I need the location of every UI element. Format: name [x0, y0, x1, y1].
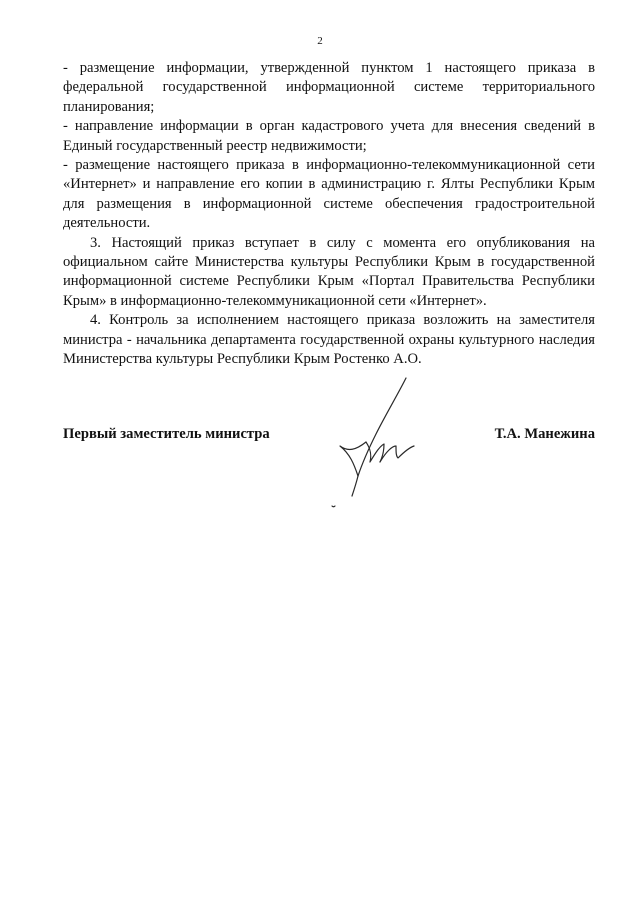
list-item-territorial-planning: - размещение информации, утвержденной пунктом 1 настоящего приказа в федеральной государственной информационной системе территориального планирования;	[63, 60, 595, 115]
signatory-name: Т.А. Манежина	[494, 426, 595, 442]
clause-4-control: 4. Контроль за исполнением настоящего приказа возложить на заместителя министра - начальника департамента государственной охраны культурного наследия Министерства культуры Республики Крым Ростенко А.О.	[63, 312, 595, 368]
signatory-position: Первый заместитель министра	[63, 426, 270, 442]
document-body	[63, 59, 595, 370]
clause-3-effective-date: 3. Настоящий приказ вступает в силу с момента его опубликования на официальном сайте Министерства культуры Республики Крым в государственной информационной системе Республики Крым «Портал Правительства Республики Крым» в информационно-телекоммуникационной сети «Интернет».	[63, 234, 595, 309]
list-item-cadastral-registry: - направление информации в орган кадастрового учета для внесения сведений в Единый государственный реестр недвижимости;	[63, 118, 595, 154]
page-number: 2	[317, 35, 323, 47]
list-item-internet-publication: - размещение настоящего приказа в информационно-телекоммуникационной сети «Интернет» и направление его копии в администрацию г. Ялты Республики Крым для размещения в информационной системе обеспечения градостроительной деятельности.	[63, 157, 595, 232]
handwritten-signature	[318, 372, 428, 512]
